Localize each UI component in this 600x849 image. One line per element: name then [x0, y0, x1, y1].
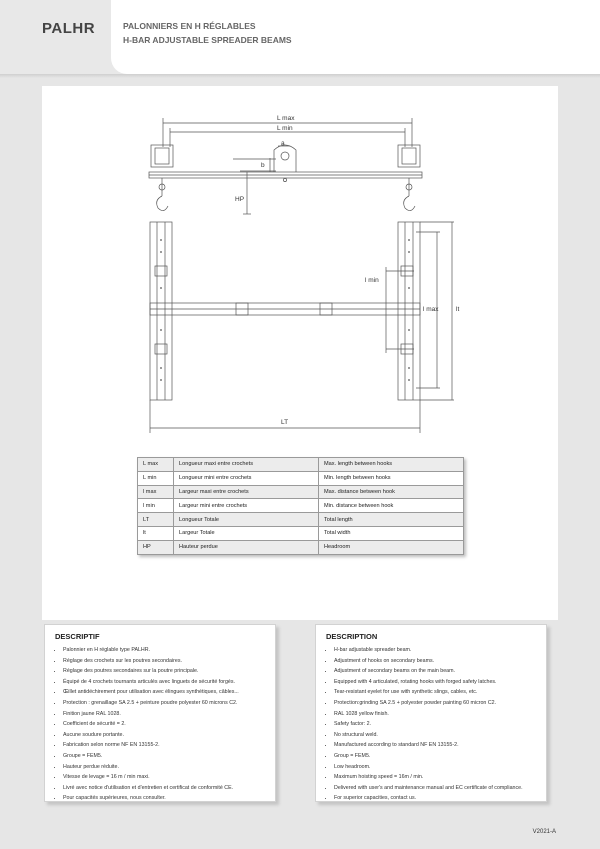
list-item: • Finition jaune RAL 1028.	[63, 709, 269, 720]
title-french: PALONNIERS EN H RÉGLABLES	[123, 21, 256, 31]
list-item: • H-bar adjustable spreader beam.	[334, 645, 540, 656]
list-item: • Aucune soudure portante.	[63, 730, 269, 741]
list-item: • No structural weld.	[334, 730, 540, 741]
list-item: • Protection:grinding SA 2.5 + polyester powder painting 60 micron C2.	[334, 698, 540, 709]
list-item: • Hauteur perdue réduite.	[63, 762, 269, 773]
description-panel	[315, 624, 547, 802]
list-item: • For superior capacities, contact us.	[334, 793, 540, 804]
list-item: • Delivered with user's and maintenance manual and EC certificate of compliance.	[334, 783, 540, 794]
list-item: • Livré avec notice d'utilisation et d'entretien et certificat de conformité CE.	[63, 783, 269, 794]
product-code: PALHR	[42, 20, 96, 37]
list-item: • Équipé de 4 crochets tournants articulés avec linguets de sécurité forgés.	[63, 677, 269, 688]
list-item: • Low headroom.	[334, 762, 540, 773]
label-hp: HP	[235, 196, 245, 203]
list-item: • Maximum hoisting speed = 16m / min.	[334, 772, 540, 783]
table-row: L min Longueur mini entre crochets Min. length between hooks	[138, 471, 464, 485]
descriptif-list	[45, 645, 275, 804]
label-lmin-width: l min	[365, 277, 379, 284]
list-item: • Vitesse de levage = 16 m / min maxi.	[63, 772, 269, 783]
list-item: • Adjustment of secondary beams on the main beam.	[334, 666, 540, 677]
list-item: • Réglage des poutres secondaires sur la poutre principale.	[63, 666, 269, 677]
label-lmax-width: l max	[423, 306, 439, 313]
table-row: l min Largeur mini entre crochets Min. distance between hook	[138, 499, 464, 513]
descriptif-panel	[44, 624, 276, 802]
label-lmin: L min	[277, 125, 293, 132]
list-item: • RAL 1028 yellow finish.	[334, 709, 540, 720]
table-row: l max Largeur maxi entre crochets Max. distance between hook	[138, 485, 464, 499]
list-item: • Safety factor: 2.	[334, 719, 540, 730]
label-b: b	[261, 162, 265, 169]
version-code: V2021-A	[532, 829, 556, 835]
list-item: • Palonnier en H réglable type PALHR.	[63, 645, 269, 656]
list-item: • Adjustment of hooks on secondary beams.	[334, 656, 540, 667]
list-item: • Manufactured according to standard NF EN 13155-2.	[334, 740, 540, 751]
label-lmax: L max	[277, 115, 295, 122]
label-a: a	[281, 140, 285, 147]
description-heading: DESCRIPTION	[326, 632, 378, 641]
list-item: • Group = FEM5.	[334, 751, 540, 762]
list-item: • Fabrication selon norme NF EN 13155-2.	[63, 740, 269, 751]
table-row: lt Largeur Totale Total width	[138, 526, 464, 540]
list-item: • Pour capacités supérieures, nous consulter.	[63, 793, 269, 804]
list-item: • Coefficient de sécurité = 2.	[63, 719, 269, 730]
list-item: • Tear-resistant eyelet for use with synthetic slings, cables, etc.	[334, 687, 540, 698]
label-lt: lt	[456, 306, 460, 313]
list-item: • Groupe = FEM5.	[63, 751, 269, 762]
label-LT: LT	[281, 419, 289, 426]
list-item: • Œillet antidéchirement pour utilisation avec élingues synthétiques, câbles...	[63, 687, 269, 698]
dimension-legend-table	[137, 457, 464, 555]
table-row: LT Longueur Totale Total length	[138, 513, 464, 527]
description-list	[316, 645, 546, 804]
title-english: H-BAR ADJUSTABLE SPREADER BEAMS	[123, 35, 292, 45]
list-item: • Equipped with 4 articulated, rotating hooks with forged safety latches.	[334, 677, 540, 688]
table-row: L max Longueur maxi entre crochets Max. length between hooks	[138, 458, 464, 472]
list-item: • Protection : grenaillage SA 2.5 + peinture poudre polyester 60 microns C2.	[63, 698, 269, 709]
list-item: • Réglage des crochets sur les poutres secondaires.	[63, 656, 269, 667]
table-row: HP Hauteur perdue Headroom	[138, 540, 464, 554]
descriptif-heading: DESCRIPTIF	[55, 632, 100, 641]
